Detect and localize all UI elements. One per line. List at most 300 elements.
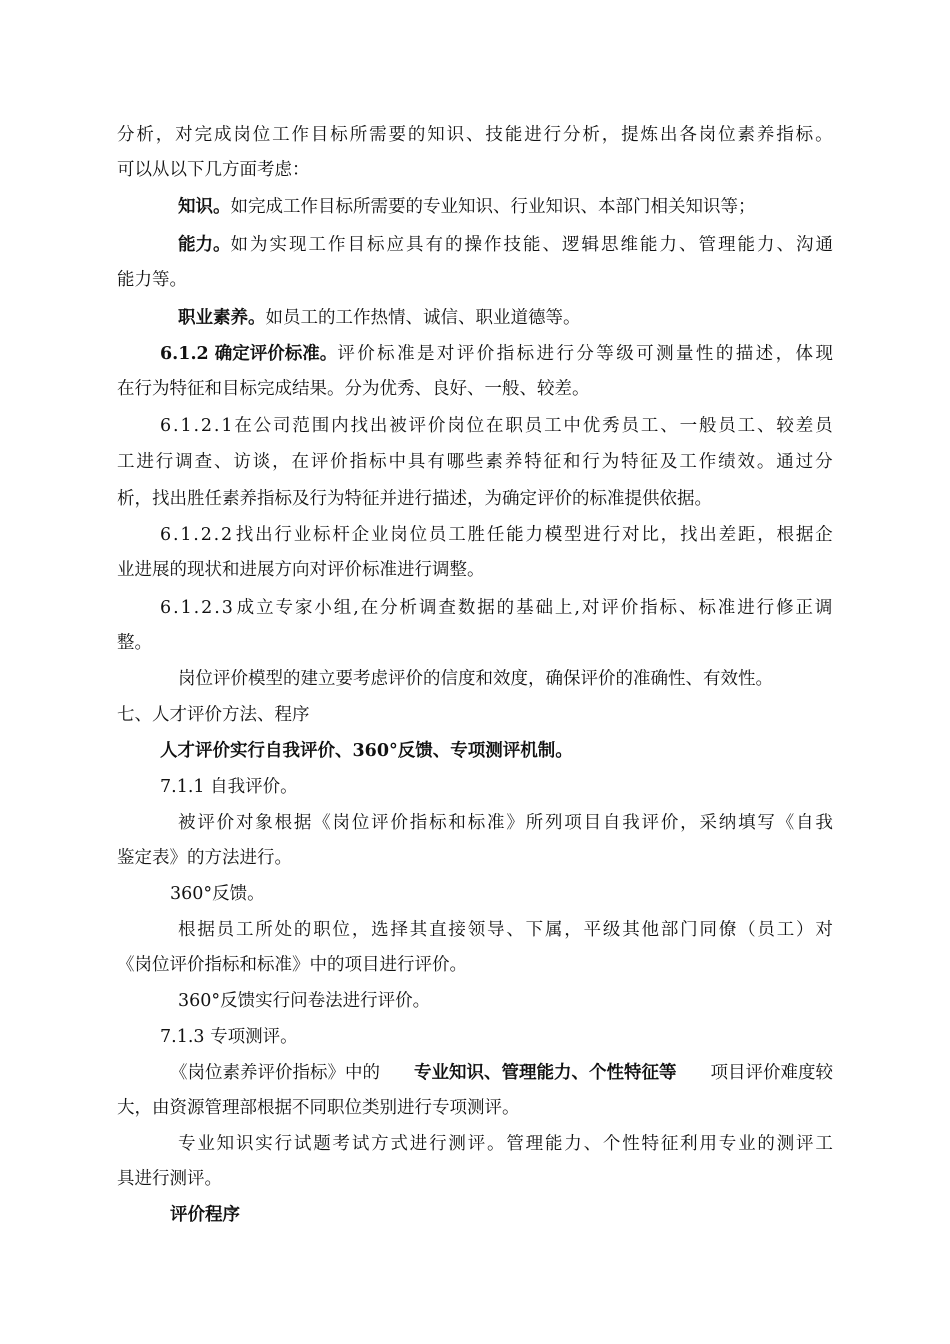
text-glyph: 选	[371, 920, 389, 940]
text-glyph: 家	[294, 598, 313, 618]
text-glyph: 所	[349, 125, 368, 145]
text-glyph: 分	[117, 125, 135, 145]
text-glyph: 正	[795, 598, 813, 618]
text-glyph: 出	[255, 525, 273, 545]
text-glyph: 所	[255, 920, 273, 940]
text-glyph: 、	[757, 416, 775, 436]
text-glyph: 辑	[581, 235, 599, 255]
model-note: 岗位评价模型的建立要考虑评价的信度和效度，确保评价的准确性、有效性。	[178, 669, 773, 689]
text-glyph: 秀	[602, 416, 620, 436]
section-6-1-2-line-1	[160, 342, 833, 366]
text-glyph: 差	[718, 525, 737, 545]
text-glyph: 岗	[698, 125, 717, 145]
text-glyph: 目	[310, 125, 329, 145]
text-glyph: 1	[180, 416, 192, 436]
text-glyph: ，	[660, 525, 679, 545]
text-glyph: 纳	[718, 813, 737, 833]
text-glyph: ,	[574, 598, 580, 618]
text-glyph: 成	[213, 125, 232, 145]
text-glyph: 力	[525, 525, 543, 545]
section-6-1-2-2-line-1	[160, 523, 833, 547]
text-glyph: 工	[776, 920, 795, 940]
text-glyph: 范	[292, 416, 310, 436]
text-glyph: 维	[620, 235, 638, 255]
text-glyph: 岗	[447, 416, 465, 436]
text-glyph: 象	[255, 813, 273, 833]
text-glyph: 位	[718, 125, 736, 145]
section-7-intro: 人才评价实行自我评价、360°反馈、专项测评机制。	[160, 741, 573, 761]
text-glyph: 行	[582, 452, 600, 472]
text-glyph: 行	[274, 1134, 293, 1154]
text-glyph: 接	[448, 920, 466, 940]
section-6-1-2-3-line-1	[160, 596, 833, 620]
text-glyph: 特	[641, 1134, 659, 1154]
text-glyph: 在	[291, 452, 310, 472]
text-glyph: 知	[216, 1134, 235, 1154]
text-glyph: ，	[680, 813, 698, 833]
text-glyph: 《	[776, 813, 795, 833]
text-glyph: ，	[272, 452, 290, 472]
text-glyph: 能	[544, 1134, 563, 1154]
text-glyph: 在	[360, 598, 379, 618]
text-glyph: 为	[601, 452, 620, 472]
text-glyph: 1	[180, 598, 192, 618]
text-glyph: 优	[582, 416, 601, 436]
text-glyph: 1	[221, 416, 233, 436]
text-glyph: 根	[178, 920, 196, 940]
text-glyph: 访	[233, 452, 251, 472]
text-glyph: .	[173, 416, 179, 436]
text-glyph: 准	[397, 344, 415, 364]
text-glyph: 其	[622, 920, 640, 940]
text-glyph: 杆	[332, 525, 350, 545]
text-glyph: 进	[409, 1134, 428, 1154]
text-glyph: 标	[330, 125, 348, 145]
text-glyph: 准	[717, 598, 736, 618]
text-glyph: 实	[255, 1134, 273, 1154]
text-glyph: 、	[776, 235, 794, 255]
text-glyph: 析	[582, 125, 600, 145]
text-glyph: 领	[467, 920, 486, 940]
text-glyph: 知	[427, 125, 445, 145]
text-glyph: 通	[815, 235, 833, 255]
text-glyph: 指	[496, 344, 515, 364]
text-glyph: 行	[556, 344, 574, 364]
text-glyph: 专	[275, 598, 294, 618]
text-glyph: 行	[602, 525, 621, 545]
text-glyph: 要	[388, 125, 406, 145]
section-360-line-2: 《岗位评价指标和标准》中的项目进行评价。	[117, 955, 467, 975]
text-glyph: 出	[369, 416, 388, 436]
text-glyph: 指	[640, 598, 658, 618]
text-glyph: 力	[659, 235, 677, 255]
text-glyph: 考	[332, 1134, 350, 1154]
text-glyph: 数	[457, 598, 476, 618]
text-glyph: 具	[407, 452, 426, 472]
text-glyph: 础	[535, 598, 553, 618]
para-analysis-line-1	[117, 123, 833, 147]
text-glyph: 出	[699, 525, 717, 545]
text-glyph: 具	[406, 235, 424, 255]
text-glyph: 进	[136, 452, 154, 472]
text-glyph: 能	[504, 125, 523, 145]
text-glyph: ，	[601, 125, 620, 145]
text-glyph: 员	[428, 525, 447, 545]
text-glyph: 析	[136, 125, 154, 145]
text-glyph: 理	[525, 1134, 544, 1154]
text-glyph: 员	[718, 416, 736, 436]
text-glyph: 。	[815, 125, 833, 145]
text-glyph: ，	[757, 525, 775, 545]
text-glyph: 一	[679, 416, 698, 436]
text-glyph: 择	[390, 920, 408, 940]
text-glyph: 测	[776, 1134, 795, 1154]
text-glyph: 位	[409, 525, 428, 545]
text-glyph: ，	[564, 920, 582, 940]
text-glyph: 企	[815, 525, 833, 545]
text-glyph: .	[173, 598, 179, 618]
text-glyph: 工	[544, 416, 562, 436]
text-glyph: 个	[602, 1134, 621, 1154]
section-6-1-2-2-line-2: 业进展的现状和进展方向对评价标准进行调整。	[117, 560, 485, 580]
item-literacy-text: 如员工的工作热情、诚信、职业道德等。	[265, 308, 581, 328]
text-glyph: 现	[815, 344, 833, 364]
text-glyph: 试	[351, 1134, 370, 1154]
text-glyph: 进	[524, 125, 542, 145]
text-glyph: 上	[554, 598, 573, 618]
text-glyph: 6	[160, 525, 172, 545]
item-ability-label: 能力。	[178, 235, 231, 255]
text-glyph: 价	[620, 598, 639, 618]
text-glyph: 式	[390, 1134, 408, 1154]
text-glyph: 专	[718, 1134, 737, 1154]
text-glyph: 工	[737, 416, 756, 436]
text-glyph: 管	[698, 235, 716, 255]
text-glyph: 标	[516, 344, 535, 364]
text-glyph: 标	[377, 344, 395, 364]
text-glyph: 目	[347, 235, 365, 255]
section-7-1-3-line-1-post: 项目评价难度较	[710, 1063, 833, 1083]
text-glyph: 为	[250, 235, 268, 255]
text-glyph: 我	[622, 813, 640, 833]
section-7-1-3-title: 7.1.3 专项测评。	[160, 1027, 298, 1047]
text-glyph: 有	[425, 235, 443, 255]
text-glyph: 效	[737, 452, 755, 472]
section-6-1-2-1-line-1	[160, 414, 833, 438]
text-glyph: 评	[467, 1134, 486, 1154]
text-glyph: 业	[370, 525, 389, 545]
text-glyph: 识	[235, 1134, 254, 1154]
text-glyph: 量	[675, 344, 694, 364]
text-glyph: 平	[583, 920, 602, 940]
text-glyph: （	[738, 920, 756, 940]
text-glyph: 小	[314, 598, 332, 618]
text-glyph: 自	[796, 813, 814, 833]
text-glyph: 进	[583, 525, 601, 545]
text-glyph: 价	[427, 416, 446, 436]
text-glyph: 对	[622, 525, 640, 545]
text-glyph: 6	[160, 598, 172, 618]
text-glyph: 标	[369, 452, 387, 472]
text-glyph: 填	[738, 813, 756, 833]
text-glyph: 部	[660, 920, 679, 940]
text-glyph: 比	[641, 525, 659, 545]
text-glyph: 导	[487, 920, 505, 940]
text-glyph: 组	[333, 598, 352, 618]
section-7-1-3-line-3	[178, 1132, 833, 1156]
section-6-1-2-line-2: 在行为特征和目标完成结果。分为优秀、良好、一般、较差。	[117, 379, 590, 399]
text-glyph: 自	[602, 813, 621, 833]
text-glyph: 中	[563, 416, 581, 436]
text-glyph: 述	[755, 344, 774, 364]
section-360-title: 360°反馈。	[170, 884, 265, 904]
text-glyph: 谈	[252, 452, 271, 472]
text-glyph: 对	[581, 598, 600, 618]
text-glyph: 行	[543, 125, 562, 145]
text-glyph: 能	[640, 235, 658, 255]
text-glyph: ，	[155, 125, 174, 145]
text-glyph: .	[172, 525, 179, 545]
text-glyph: 行	[155, 452, 174, 472]
text-glyph: 指	[349, 452, 368, 472]
text-glyph: 、	[583, 1134, 602, 1154]
text-glyph: 2	[200, 525, 212, 545]
text-glyph: 分	[380, 598, 398, 618]
text-glyph: 其	[409, 920, 428, 940]
text-glyph: 成	[236, 598, 255, 618]
text-glyph: 业	[293, 525, 312, 545]
text-glyph: 析	[399, 598, 418, 618]
text-glyph: 性	[695, 344, 714, 364]
text-glyph: 些	[466, 452, 484, 472]
text-glyph: 》	[506, 813, 524, 833]
text-glyph: 试	[293, 1134, 312, 1154]
text-glyph: 岗	[390, 525, 408, 545]
text-glyph: 据	[293, 813, 312, 833]
text-glyph: 职	[313, 920, 331, 940]
text-glyph: 沟	[796, 235, 814, 255]
text-glyph: 价	[216, 813, 235, 833]
text-glyph: 能	[737, 235, 755, 255]
text-glyph: 价	[330, 452, 348, 472]
text-glyph: 中	[388, 452, 406, 472]
text-glyph: 级	[616, 344, 634, 364]
text-glyph: 工	[235, 920, 254, 940]
text-glyph: 完	[194, 125, 213, 145]
text-glyph: ,	[353, 598, 359, 618]
text-glyph: 体	[795, 344, 814, 364]
item-professional-literacy	[178, 306, 581, 330]
text-glyph: 业	[738, 1134, 756, 1154]
text-glyph: 征	[640, 452, 659, 472]
text-glyph: 目	[583, 813, 602, 833]
text-glyph: 查	[438, 598, 456, 618]
section-6-1-2-3-line-2: 整。	[117, 633, 152, 653]
section-7-title: 七、人才评价方法、程序	[117, 705, 310, 725]
text-glyph: 哪	[446, 452, 465, 472]
text-glyph: 列	[544, 813, 563, 833]
text-glyph: 找	[350, 416, 368, 436]
text-glyph: 位	[252, 125, 271, 145]
text-glyph: 作	[291, 125, 310, 145]
text-glyph: 任	[486, 525, 505, 545]
text-glyph: 逻	[562, 235, 580, 255]
text-glyph: 下	[525, 920, 544, 940]
text-glyph: 识	[446, 125, 465, 145]
section-6-1-2-1-line-3: 析，找出胜任素养指标及行为特征并进行描述，为确定评价的标准提供依据。	[117, 489, 712, 509]
text-glyph: 的	[757, 1134, 775, 1154]
text-glyph: 和	[562, 452, 581, 472]
text-glyph: 员	[621, 416, 639, 436]
text-glyph: 员	[757, 920, 775, 940]
text-glyph: 员	[216, 920, 235, 940]
text-glyph: 特	[524, 452, 542, 472]
text-glyph: 作	[698, 452, 717, 472]
section-7-1-3-line-2: 大，由资源管理部根据不同职位类别进行专项测评。	[117, 1098, 520, 1118]
text-glyph: 工	[272, 125, 290, 145]
text-glyph: 指	[409, 813, 428, 833]
text-glyph: 岗	[332, 813, 350, 833]
text-glyph: 可	[636, 344, 654, 364]
text-glyph: 素	[485, 452, 503, 472]
text-glyph: ，	[351, 920, 370, 940]
text-glyph: 、	[678, 598, 697, 618]
section-7-1-3-line-1-bold: 专业知识、管理能力、个性特征等	[414, 1063, 677, 1083]
text-glyph: 写	[757, 813, 775, 833]
text-glyph: 调	[814, 598, 833, 618]
text-glyph: 处	[274, 920, 293, 940]
text-glyph: 2	[201, 598, 213, 618]
text-glyph: 差	[795, 416, 814, 436]
text-glyph: 6	[160, 416, 172, 436]
text-glyph: 。	[487, 1134, 505, 1154]
text-glyph: 分	[576, 344, 594, 364]
text-glyph: ，	[775, 344, 794, 364]
text-glyph: 价	[390, 813, 408, 833]
text-glyph: 应	[386, 235, 404, 255]
text-glyph: 行	[429, 1134, 447, 1154]
section-7-1-3-line-4: 具进行测评。	[117, 1169, 222, 1189]
text-glyph: 素	[737, 125, 755, 145]
text-glyph: 查	[194, 452, 213, 472]
item-ability-line-1	[178, 233, 833, 257]
text-glyph: 工	[640, 416, 659, 436]
text-glyph: 评	[641, 813, 659, 833]
text-glyph: 工	[308, 235, 326, 255]
text-glyph: 通	[776, 452, 794, 472]
text-glyph: 工	[117, 452, 135, 472]
text-glyph: 力	[564, 1134, 582, 1154]
text-glyph: 公	[253, 416, 272, 436]
section-360-line-3: 360°反馈实行问卷法进行评价。	[178, 991, 431, 1011]
text-glyph: 标	[795, 125, 814, 145]
text-glyph: 征	[543, 452, 562, 472]
text-glyph: 描	[735, 344, 754, 364]
text-glyph: 过	[795, 452, 814, 472]
text-glyph: 是	[417, 344, 435, 364]
text-glyph: 僚	[718, 920, 737, 940]
text-glyph: 的	[445, 235, 463, 255]
text-glyph: 价	[476, 344, 495, 364]
text-glyph: 工	[815, 1134, 833, 1154]
text-glyph: 标	[698, 598, 716, 618]
text-glyph: 及	[659, 452, 678, 472]
text-glyph: 能	[506, 525, 524, 545]
text-glyph: 养	[756, 125, 775, 145]
text-glyph: 在	[234, 416, 252, 436]
text-glyph: 对	[436, 344, 455, 364]
section-7-1-3-line-1	[170, 1061, 833, 1085]
text-glyph: .	[214, 598, 220, 618]
text-glyph: 出	[659, 125, 678, 145]
text-glyph: 指	[776, 125, 794, 145]
item-knowledge	[178, 195, 756, 219]
text-glyph: 员	[524, 416, 543, 436]
text-glyph: 级	[602, 920, 621, 940]
text-glyph: 位	[466, 416, 485, 436]
text-glyph: 岗	[233, 125, 251, 145]
text-glyph: 工	[679, 452, 697, 472]
text-glyph: .	[213, 416, 220, 436]
text-glyph: 直	[429, 920, 447, 940]
text-glyph: 职	[505, 416, 523, 436]
text-glyph: 评	[456, 344, 475, 364]
text-glyph: 。	[756, 452, 775, 472]
text-glyph: 对	[175, 125, 193, 145]
text-glyph: 进	[536, 344, 555, 364]
text-glyph: 题	[313, 1134, 331, 1154]
text-glyph: 围	[311, 416, 330, 436]
text-glyph: 的	[407, 125, 426, 145]
text-glyph: 被	[178, 813, 196, 833]
text-glyph: 价	[357, 344, 375, 364]
text-glyph: 评	[601, 598, 619, 618]
text-glyph: 标	[467, 813, 486, 833]
text-glyph: 内	[331, 416, 349, 436]
section-7-1-1-line-1	[178, 811, 833, 835]
text-glyph: 需	[369, 125, 387, 145]
text-glyph: 、	[542, 235, 560, 255]
item-literacy-label: 职业素养。	[178, 308, 266, 328]
text-glyph: 据	[197, 920, 215, 940]
text-glyph: 各	[679, 125, 697, 145]
text-glyph: 能	[523, 235, 541, 255]
text-glyph: 、	[660, 416, 678, 436]
text-glyph: 利	[680, 1134, 698, 1154]
text-glyph: 等	[596, 344, 614, 364]
text-glyph: 属	[544, 920, 563, 940]
text-glyph: 、	[679, 235, 697, 255]
text-glyph: 我	[815, 813, 833, 833]
text-glyph: 基	[516, 598, 534, 618]
text-glyph: 的	[496, 598, 515, 618]
item-knowledge-text: 如完成工作目标所需要的专业知识、行业知识、本部门相关知识等；	[230, 197, 756, 217]
text-glyph: 调	[175, 452, 193, 472]
text-glyph: 3	[221, 598, 233, 618]
text-glyph: 企	[351, 525, 370, 545]
text-glyph: 《	[313, 813, 331, 833]
item-ability-line-2: 能力等。	[117, 270, 187, 290]
text-glyph: 行	[274, 525, 292, 545]
text-glyph: 行	[756, 598, 775, 618]
text-glyph: 特	[621, 452, 639, 472]
text-glyph: 作	[484, 235, 502, 255]
text-glyph: 工	[448, 525, 466, 545]
text-glyph: 力	[757, 235, 775, 255]
text-glyph: 绩	[718, 452, 736, 472]
text-glyph: 分	[562, 125, 581, 145]
text-glyph: 、	[506, 920, 524, 940]
